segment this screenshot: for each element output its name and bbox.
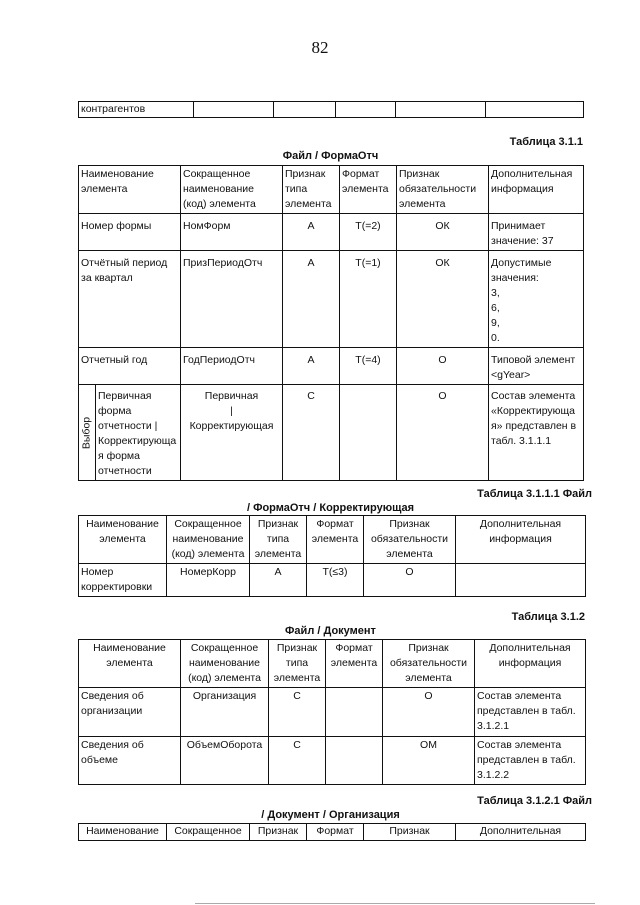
table-cell: Состав элемента представлен в табл. 3.1.2.2 [475,737,586,785]
table-row [79,214,584,251]
table-cell: ГодПериодОтч [181,348,283,385]
header-cell: Сокращенное наименование (код) элемента [181,166,283,214]
header-cell: Дополнительная информация [475,640,586,688]
table-caption: Таблица 3.1.1 [509,136,583,148]
table-cell: Сведения об организации [79,688,181,737]
header-cell: Формат элемента [340,166,397,214]
table-cell [326,737,383,785]
table-3-1-1 [78,165,584,481]
table-cell: ОМ [383,737,475,785]
table-cell: Состав элемента представлен в табл. 3.1.2.1 [475,688,586,737]
table-cell: О [364,564,456,597]
header-cell: Признак обязательности элемента [383,640,475,688]
table-cell: ПризПериодОтч [181,251,283,348]
table-cell: Т(=1) [340,251,397,348]
table-cell [326,688,383,737]
header-cell: Формат элемента [326,640,383,688]
choice-label-cell [79,385,96,481]
table-cell: Организация [181,688,269,737]
table-cell: Т(≤3) [307,564,364,597]
table-cell: Отчетный год [79,348,181,385]
table-cell: С [283,385,340,481]
table-caption: Таблица 3.1.2.1 Файл [477,795,592,807]
table-cell: Типовой элемент <gYear> [489,348,584,385]
table-cell: А [283,251,340,348]
table-cell [486,102,584,118]
table-cell: Состав элемента «Корректирующа я» представлен в табл. 3.1.1.1 [489,385,584,481]
table-cell: А [283,348,340,385]
table-title: / ФормаОтч / Корректирующая [246,502,415,514]
table-cell [396,102,486,118]
table-cell: А [283,214,340,251]
table-cell: Сведения об объеме [79,737,181,785]
table-cell [340,385,397,481]
table-caption: Таблица 3.1.2 [511,611,585,623]
table-header-row [79,166,584,214]
table-cell: Допустимые значения: 3, 6, 9, 0. [489,251,584,348]
header-cell: Сокращенное наименование (код) элемента [167,516,250,564]
table-row [79,251,584,348]
header-cell: Признак типа элемента [269,640,326,688]
table-header-row [79,824,586,841]
continuation-table [78,101,584,118]
table-cell: НомФорм [181,214,283,251]
table-cell [336,102,396,118]
table-cell: С [269,737,326,785]
table-cell: Т(=4) [340,348,397,385]
header-cell: Дополнительная [456,824,586,841]
table-cell: О [397,385,489,481]
table-cell: О [383,688,475,737]
table-cell: ОбъемОборота [181,737,269,785]
table-row [79,348,584,385]
table-title: Файл / ФормаОтч [282,150,379,162]
table-cell: О [397,348,489,385]
header-cell: Формат элемента [307,516,364,564]
header-cell: Дополнительная информация [489,166,584,214]
table-caption: Таблица 3.1.1.1 Файл [477,488,592,500]
table-cell: Номер корректировки [79,564,167,597]
header-cell: Наименование элемента [79,640,181,688]
choice-label: Выбор [80,416,93,449]
header-cell: Сокращенное [167,824,250,841]
table-cell: ОК [397,251,489,348]
table-title: / Документ / Организация [261,809,400,821]
table-title: Файл / Документ [285,625,376,637]
table-row [79,385,584,481]
table-cell: НомерКорр [167,564,250,597]
table-cell [456,564,586,597]
header-cell: Дополнительная информация [456,516,586,564]
table-header-row [79,516,586,564]
header-cell: Признак обязательности элемента [397,166,489,214]
header-cell: Признак типа элемента [283,166,340,214]
table-3-1-2 [78,639,586,785]
table-cell [274,102,336,118]
table-cell: Отчётный период за квартал [79,251,181,348]
header-cell: Наименование элемента [79,166,181,214]
table-3-1-1-1 [78,515,586,597]
table-cell: Номер формы [79,214,181,251]
table-header-row [79,640,586,688]
header-cell: Сокращенное наименование (код) элемента [181,640,269,688]
table-row [79,564,586,597]
table-cell: Т(=2) [340,214,397,251]
header-cell: Признак типа элемента [250,516,307,564]
page-edge-line [195,903,595,904]
table-row [79,102,584,118]
table-cell: А [250,564,307,597]
table-cell: ОК [397,214,489,251]
table-cell: Первичная форма отчетности | Корректирующа я форма отчетности [96,385,181,481]
table-row [79,688,586,737]
table-cell: контрагентов [79,102,194,118]
header-cell: Формат [307,824,364,841]
header-cell: Наименование элемента [79,516,167,564]
page-number: 82 [311,38,329,57]
header-cell: Наименование [79,824,167,841]
table-cell: Первичная | Корректирующая [181,385,283,481]
table-cell: С [269,688,326,737]
table-cell: Принимает значение: 37 [489,214,584,251]
table-3-1-2-1 [78,823,586,841]
header-cell: Признак обязательности элемента [364,516,456,564]
table-row [79,737,586,785]
header-cell: Признак [364,824,456,841]
table-cell [194,102,274,118]
header-cell: Признак [250,824,307,841]
